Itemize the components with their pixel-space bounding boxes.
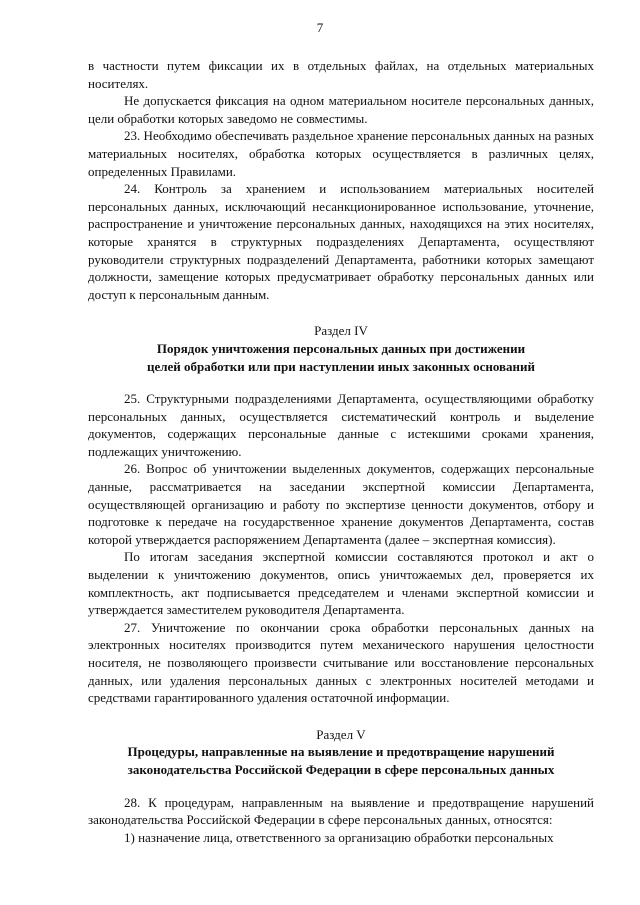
paragraph: По итогам заседания экспертной комиссии составляются протокол и акт о выделении к уничтожению документов, опись уничтожаемых дел, проверяется их комплектность, акт подписывается председателем и членами экспертной комиссии и утверждается заместителем руководителя Департамента. bbox=[88, 549, 594, 618]
section-4-number: Раздел IV bbox=[314, 323, 368, 339]
paragraph-28: 28. К процедурам, направленным на выявление и предотвращение нарушений законодательства Российской Федерации в сфере персональных данных, относятся: bbox=[88, 794, 594, 828]
list-item-1: 1) назначение лица, ответственного за организацию обработки персональных bbox=[124, 829, 554, 845]
paragraph-27: 27. Уничтожение по окончании срока обработки персональных данных на электронных носителях производится путем механического нарушения целостности носителя, не позволяющего произвести считывание или восстановление персональных данных, или удаления персональных данных с электронных носителей методами и средствами гарантированного удаления остаточной информации. bbox=[88, 619, 594, 706]
section-4-title-line-1: Порядок уничтожения персональных данных при достижении bbox=[156, 340, 526, 356]
paragraph: Не допускается фиксация на одном материальном носителе персональных данных, цели обработки которых заведомо не совместимы. bbox=[88, 93, 594, 126]
paragraph-25: 25. Структурными подразделениями Департамента, осуществляющими обработку персональных данных, осуществляется систематический контроль и выделение документов, содержащих персональные данные с истекшими сроками хранения, подлежащих уничтожению. bbox=[88, 391, 594, 459]
paragraph-26: 26. Вопрос об уничтожении выделенных документов, содержащих персональные данные, рассматривается на заседании экспертной комиссии Департамента, осуществляющей организацию и работу по экспертизе ценности документов, отбору и подготовке к передаче на государственное хранение документов Департамента, состав которой утверждается распоряжением Департамента (далее – экспертная комиссия). bbox=[88, 461, 594, 547]
section-5-number: Раздел V bbox=[316, 726, 366, 742]
page-number: 7 bbox=[316, 20, 324, 35]
section-4-title-line-2: целей обработки или при наступлении иных законных оснований bbox=[146, 358, 536, 374]
paragraph-24: 24. Контроль за хранением и использованием материальных носителей персональных данных, исключающий несанкционированное использование, уточнение, распространение и уничтожение персональных данных, находящихся на этих носителях, которые хранятся в структурных подразделениях Департамента, осуществляют руководители структурных подразделений Департамента, работники которых замещают должности, замещение которых предусматривает обработку персональных данных или доступ к персональным данным. bbox=[88, 181, 594, 302]
section-5-title-line-2: законодательства Российской Федерации в сфере персональных данных bbox=[127, 761, 555, 777]
paragraph-continuation: в частности путем фиксации их в отдельных файлах, на отдельных материальных носителях. bbox=[88, 58, 594, 91]
section-5-title-line-1: Процедуры, направленные на выявление и предотвращение нарушений bbox=[127, 744, 555, 760]
document-body bbox=[88, 57, 594, 846]
paragraph-23: 23. Необходимо обеспечивать раздельное хранение персональных данных на разных материальных носителях, обработка которых осуществляется в различных целях, определенных Правилами. bbox=[88, 128, 594, 179]
